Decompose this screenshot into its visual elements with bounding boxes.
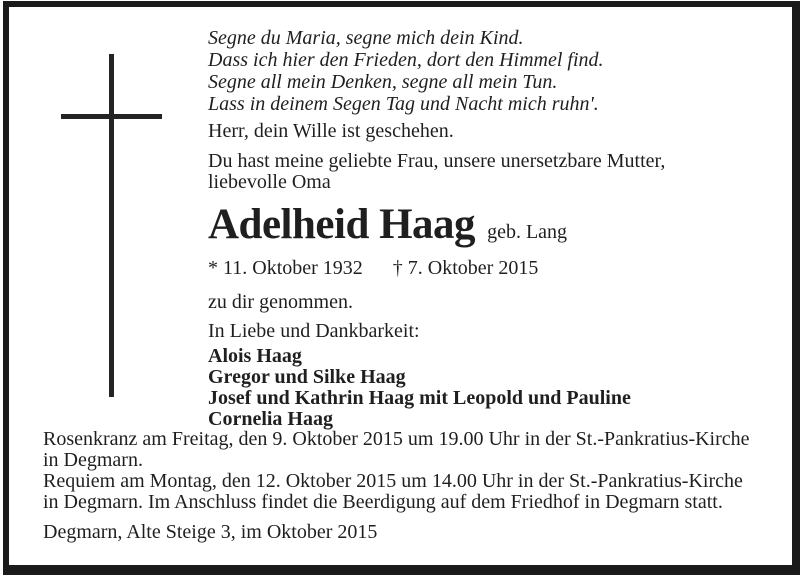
address-line: Degmarn, Alte Steige 3, im Oktober 2015 (43, 521, 378, 543)
text-line: Segne du Maria, segne mich dein Kind. (208, 27, 524, 49)
death-date: † 7. Oktober 2015 (392, 257, 539, 279)
text-line: Lass in deinem Segen Tag und Nacht mich ruhn'. (208, 93, 599, 115)
birth-date: * 11. Oktober 1932 (208, 257, 363, 279)
cross-horizontal-bar (61, 114, 162, 119)
text-line: Cornelia Haag (208, 408, 333, 430)
text-line: liebevolle Oma (208, 171, 331, 193)
text-line: Requiem am Montag, den 12. Oktober 2015 um 14.00 Uhr in der St.-Pankratius-Kirche (43, 470, 743, 492)
intro-text (208, 151, 773, 193)
text-line: Du hast meine geliebte Frau, unsere unersetzbare Mutter, (208, 150, 666, 172)
text-line: in Degmarn. Im Anschluss findet die Beerdigung auf dem Friedhof in Degmarn statt. (43, 491, 723, 513)
life-dates (208, 257, 773, 279)
service-details (43, 429, 773, 513)
cross-vertical-bar (109, 54, 114, 397)
maiden-name: geb. Lang (487, 221, 568, 243)
text-line: Rosenkranz am Freitag, den 9. Oktober 2015 um 19.00 Uhr in der St.-Pankratius-Kirche (43, 428, 750, 450)
text-line: Josef und Kathrin Haag mit Leopold und Pauline (208, 387, 631, 409)
opening-prayer (208, 27, 773, 115)
deceased-name-row (208, 201, 773, 254)
text-line: Segne all mein Denken, segne all mein Tun. (208, 71, 558, 93)
notice-body (208, 27, 773, 430)
mourners-list (208, 346, 773, 430)
taken-line: zu dir genommen. (208, 291, 353, 313)
text-line: Dass ich hier den Frieden, dort den Himmel find. (208, 49, 604, 71)
gratitude-line: In Liebe und Dankbarkeit: (208, 320, 420, 342)
text-line: Alois Haag (208, 345, 302, 367)
text-line: Gregor und Silke Haag (208, 366, 406, 388)
service-information (43, 429, 773, 543)
acceptance-line: Herr, dein Wille ist geschehen. (208, 120, 454, 142)
text-line: in Degmarn. (43, 449, 143, 471)
deceased-name: Adelheid Haag (208, 201, 476, 248)
